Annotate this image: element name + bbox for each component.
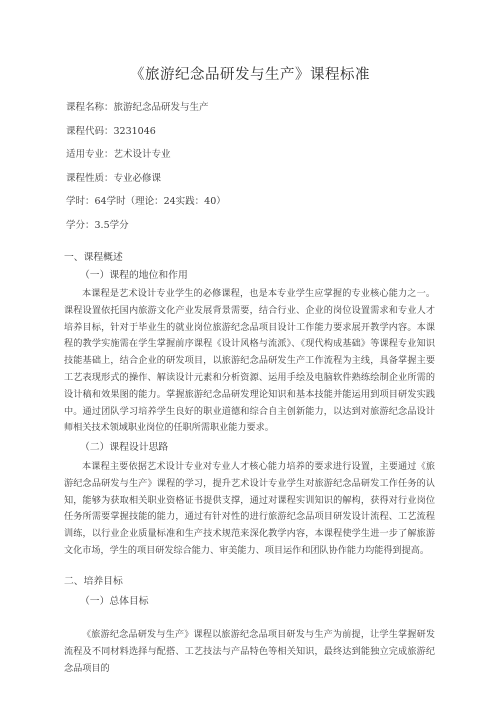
- section-1-1-paragraph: 本课程是艺术设计专业学生的必修课程，也是本专业学生应掌握的专业核心能力之一。课程设置依托国内旅游文化产业发展背景需要，结合行业、企业的岗位设置需求和专业人才培养目标，针对于毕业生的就业岗位旅游纪念品项目设计工作能力要求展开教学内容。本课程的教学实施需在学生掌握前序课程《设计风格与流派》、《现代构成基础》等课程专业知识技能基础上，结合企业的研发项目，以旅游纪念品研发生产工作流程为主线，具备掌握主要工艺表现形式的操作、解读设计元素和分析资源、运用手绘及电脑软件熟练绘制企业所需的设计稿和效果图的能力。掌握旅游纪念品研发理论知识和基本技能并能运用到项目研发实践中。通过团队学习培养学生良好的职业道德和综合自主创新能力，以达到对旅游纪念品设计师相关技术领域职业岗位的任职所需职业能力要求。: [64, 289, 435, 434]
- section-1-2-heading: （二）课程设计思路: [80, 442, 169, 453]
- section-1-1-heading: （一）课程的地位和作用: [80, 270, 188, 281]
- section-2-1-heading: （一）总体目标: [80, 596, 149, 607]
- section-1-heading: 一、课程概述: [64, 252, 123, 263]
- course-name: 课程名称：旅游纪念品研发与生产: [66, 102, 209, 113]
- document-title: 《旅游纪念品研发与生产》课程标准: [130, 67, 370, 83]
- course-code: 课程代码：3231046: [66, 126, 156, 137]
- section-2-1-paragraph: 《旅游纪念品研发与生产》课程以旅游纪念品项目研发与生产为前提，让学生掌握研发流程及不同材料选择与配搭、工艺技法与产品特色等相关知识，最终达到能独立完成旅游纪念品项目的: [64, 630, 435, 674]
- course-hours: 学时：64学时（理论：24实践：40）: [66, 196, 226, 207]
- course-credits: 学分：3.5学分: [66, 220, 129, 231]
- section-2-heading: 二、培养目标: [64, 576, 123, 587]
- section-1-2-paragraph: 本课程主要依据艺术设计专业对专业人才核心能力培养的要求进行设置，主要通过《旅游纪念品研发与生产》课程的学习，提升艺术设计专业学生对旅游纪念品研发工作任务的认知，能够为获取相关职业资格证书提供支撑，通过对课程实训知识的解构，获得对行业岗位任务所需要掌握技能的能力，通过有针对性的进行旅游纪念品项目研发设计流程、工艺流程训练，以行业企业质量标准和生产技术规范来深化教学内容，本课程使学生进一步了解旅游文化市场，学生的项目研发综合能力、审美能力、项目运作和团队协作能力均能得到提高。: [64, 462, 435, 556]
- course-nature: 课程性质：专业必修课: [66, 173, 162, 184]
- applicable-major: 适用专业：艺术设计专业: [66, 149, 171, 160]
